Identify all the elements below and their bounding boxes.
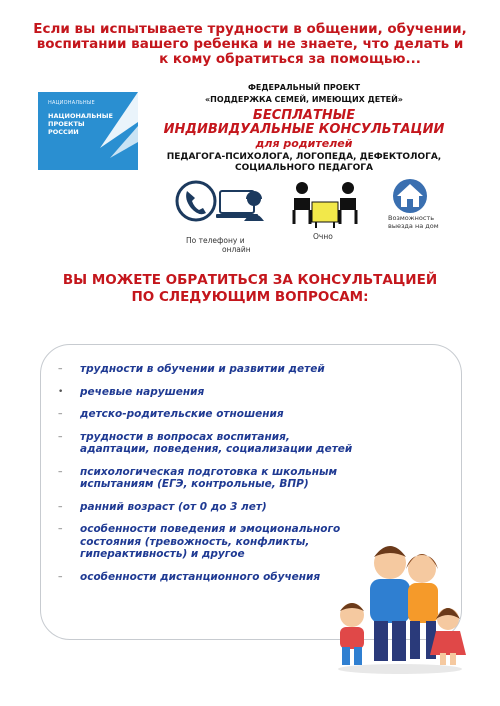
list-item-text: особенности поведения и эмоционального состояния (тревожность, конфликты, гиперактивность) и другое	[80, 523, 341, 560]
list-item	[58, 523, 358, 561]
project-label: ФЕДЕРАЛЬНЫЙ ПРОЕКТ	[247, 83, 361, 92]
format-caption-home: Возможность выезда на дом	[388, 214, 439, 230]
questions-heading	[20, 272, 480, 306]
list-bullet: –	[58, 409, 63, 419]
list-item	[58, 408, 358, 421]
questions-list	[58, 363, 358, 593]
list-item-text: речевые нарушения	[80, 385, 205, 398]
specialists-line-1: ПЕДАГОГА-ПСИХОЛОГА, ЛОГОПЕДА, ДЕФЕКТОЛОГА,	[166, 152, 442, 162]
list-item	[58, 501, 358, 514]
list-item	[58, 466, 358, 491]
list-item-text: ранний возраст (от 0 до 3 лет)	[80, 500, 267, 513]
consultations-title: ИНДИВИДУАЛЬНЫЕ КОНСУЛЬТАЦИИ	[163, 122, 445, 137]
for-parents-label: для родителей	[255, 137, 353, 150]
intro-line-1: Если вы испытываете трудности в общении, обучении,	[33, 21, 467, 37]
heading-line-2: ПО СЛЕДУЮЩИМ ВОПРОСАМ:	[131, 289, 369, 305]
family-illustration	[330, 535, 470, 675]
intro-line-2: воспитании вашего ребенка и не знаете, что делать и	[36, 36, 464, 52]
list-bullet: –	[58, 524, 63, 534]
list-item-text: трудности в обучении и развитии детей	[80, 363, 325, 375]
list-item-text: психологическая подготовка к школьным испытаниям (ЕГЭ, контрольные, ВПР)	[80, 465, 338, 490]
list-bullet: –	[58, 431, 63, 442]
list-item-text: особенности дистанционного обучения	[80, 570, 321, 583]
home-visit-icon	[384, 178, 436, 214]
list-bullet: •	[58, 386, 64, 397]
list-item	[58, 571, 358, 584]
meeting-table-icon	[290, 180, 360, 230]
list-item	[58, 363, 358, 376]
project-name: «ПОДДЕРЖКА СЕМЕЙ, ИМЕЮЩИХ ДЕТЕЙ»	[205, 95, 403, 104]
list-item-text: детско-родительские отношения	[80, 408, 284, 420]
logo-small-text: НАЦИОНАЛЬНЫЕ	[48, 100, 95, 106]
list-item	[58, 431, 358, 456]
list-item	[58, 386, 358, 399]
heading-line-1: ВЫ МОЖЕТЕ ОБРАТИТЬСЯ ЗА КОНСУЛЬТАЦИЕЙ	[62, 272, 438, 288]
list-bullet: –	[58, 571, 63, 582]
phone-laptop-icon	[172, 177, 272, 235]
free-label: БЕСПЛАТНЫЕ	[252, 108, 356, 123]
logo-stripes-icon	[94, 92, 138, 170]
list-bullet: –	[58, 501, 63, 512]
list-item-text: трудности в вопросах воспитания, адаптации, поведения, социализации детей	[80, 430, 353, 455]
list-bullet: –	[58, 466, 63, 477]
intro-text	[20, 22, 480, 67]
logo-big-text: НАЦИОНАЛЬНЫЕ ПРОЕКТЫ РОССИИ	[48, 112, 113, 136]
format-caption-phone: По телефону и онлайн	[186, 236, 251, 254]
intro-line-3: к кому обратиться за помощью...	[159, 51, 421, 67]
national-projects-logo	[38, 92, 138, 170]
list-bullet: –	[58, 364, 63, 374]
format-caption-in-person: Очно	[313, 232, 333, 241]
specialists-line-2: СОЦИАЛЬНОГО ПЕДАГОГА	[235, 163, 373, 173]
